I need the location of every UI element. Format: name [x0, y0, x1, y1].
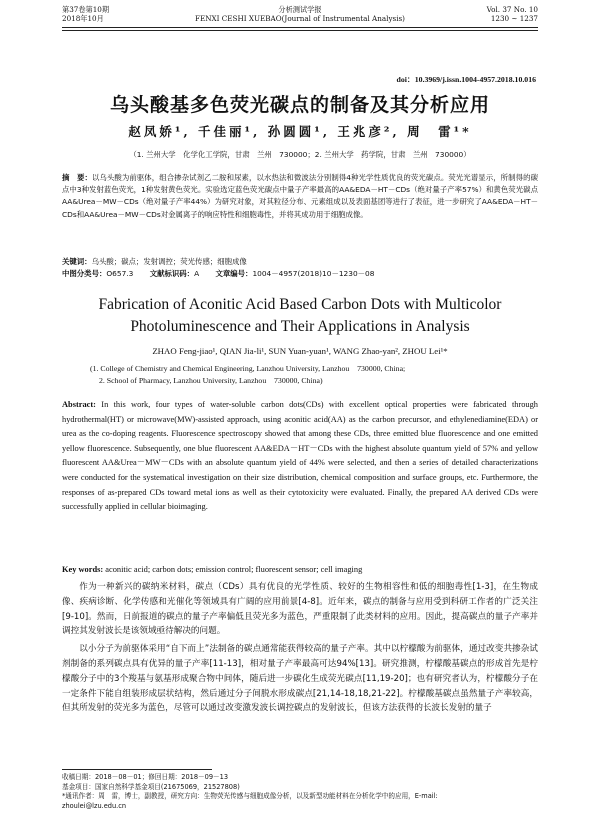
abstract-cn-text: 以乌头酸为前驱体，组合掺杂试剂乙二胺和尿素，以水热法和微波法分别制得4种光学性质优良的荧光碳点。荧光光谱显示，所制得的碳点中3种发射蓝色荧光，1种发射黄色荧光。实验选定蓝色荧光碳点中量子产率最高的AA&EDA－HT－CDs（绝对量子产率57%）和黄色荧光碳点AA&Urea－MW－CDs（绝对量子产率44%）为研究对象，对其粒径分布、元素组成以及表面基团等进行了表征，进一步研究了AA&EDA－HT－CDs和AA&Urea－MW－CDs对金属离子的响应特性和细胞毒性，并将其成功用于细胞成像。: [62, 173, 538, 219]
clc-value: O657.3: [106, 269, 134, 278]
header-rule-bottom: [62, 30, 538, 31]
body-paragraph: 作为一种新兴的碳纳米材料，碳点（CDs）具有优良的光学性质、较好的生物相容性和低的细胞毒性[1-3]，在生物成像、疾病诊断、化学传感和光催化等领域具有广阔的应用前景[4-8]。近年来，碳点的制备与应用受到科研工作者的广泛关注[9-10]。然而，日前报道的碳点的量子产率偏低且荧光多为蓝色，严重限制了此类材料的应用。因此，提高碳点的量子产率并调控其发射波长是该领域亟待解决的问题。: [62, 582, 538, 637]
header-journal: [62, 5, 538, 23]
authors-cn: 赵凤娇¹, 千佳丽¹, 孙圆圆¹, 王兆彦², 周 雷¹*: [128, 124, 472, 139]
doi: doi：10.3969/j.issn.1004-4957.2018.10.016: [396, 75, 536, 84]
affiliation-en-2: 2. School of Pharmacy, Lanzhou University, Lanzhou 730000, China): [99, 376, 323, 385]
document-code: [150, 269, 199, 278]
footnote-corresponding: *通讯作者：周 雷，博士，副教授，研究方向：生物荧光传感与细胞成像分析，以及新型功能材料在分析化学中的应用，E-mail:: [62, 792, 438, 801]
classification-cn: [62, 268, 538, 279]
article-value: 1004－4957(2018)10－1230－08: [252, 269, 375, 278]
keywords-en: [62, 565, 538, 574]
body-text: [62, 580, 538, 719]
header-rule-top: [62, 27, 538, 28]
abstract-cn-label: 摘 要：: [62, 173, 92, 182]
article-number: [215, 269, 374, 278]
keywords-en-label: Key words:: [62, 565, 104, 574]
footnote-dates: 收稿日期：2018－08－01；修回日期：2018－09－13: [62, 773, 229, 781]
header-journal-cn: 分析测试学报: [278, 5, 322, 14]
doc-value: A: [194, 269, 200, 278]
keywords-cn: [62, 256, 538, 267]
affiliation-cn: （1. 兰州大学 化学化工学院，甘肃 兰州 730000；2. 兰州大学 药学院，甘肃 兰州 730000）: [129, 150, 471, 159]
body-paragraph: 以小分子为前驱体采用“自下而上”法制备的碳点通常能获得较高的量子产率。其中以柠檬酸为前驱体，通过改变共掺杂试剂制备的系列碳点具有优异的量子产率[11-13]，相对量子产率最高可达94%[13]。研究推测，柠檬酸基碳点的形成首先是柠檬酸分子中的3个羧基与氨基形成聚合物中间体，随后进一步碳化生成荧光碳点[11,19-20]；也有研究者认为，柠檬酸分子在一定条件下能自组装形成层状结构，然后通过分子间脱水形成碳点[21,14-18,18,21-22]。柠檬酸基碳点虽然量子产率较高，但其所发射的荧光多为蓝色，尽管可以通过改变激发波长调控碳点的发射波长，但该方法获得的长波长发射的量子: [62, 644, 538, 714]
abstract-en: [62, 398, 538, 515]
keywords-cn-text: 乌头酸；碳点；发射调控；荧光传感；细胞成像: [91, 257, 247, 266]
affiliation-en: [90, 363, 538, 387]
header-page-range: 1230 ~ 1237: [490, 14, 538, 23]
footnote-rule: [62, 769, 212, 770]
keywords-en-text: aconitic acid; carbon dots; emission control; fluorescent sensor; cell imaging: [103, 565, 363, 574]
header-pages: [487, 5, 538, 23]
abstract-en-text: In this work, four types of water-soluble carbon dots(CDs) with excellent optical properties were fabricated through hydrothermal(HT) or microwave(MW)-assisted approach, using aconitic acid(AA) as the carbon precursor, and ethylenediamine(EDA) or urea as the co-doping reagents. Fluorescence spectroscopy showed that among these CDs, three emitted blue fluorescence and one emitted yellow fluorescence. Subsequently, one blue fluorescent AA&EDA－HT－CDs with the highest absolute quantum yield of 57% and yellow fluorescent AA&Urea－MW－CDs with an absolute quantum yield of 44% were selected, and then a series of detailed characterizations were conducted for the systematical investigation on their size distribution, chemical composition and surface groups, etc. Furthermore, the responses of as-prepared CDs toward metal ions as well as their cytotoxicity were evaluated. Finally, the prepared AA derived CDs were successfully applied in cellular bioimaging.: [62, 400, 538, 512]
keywords-cn-label: 关键词：: [62, 257, 92, 266]
header-volume-en: Vol. 37 No. 10: [486, 5, 538, 14]
article-label: 文章编号：: [215, 269, 253, 278]
authors-en: ZHAO Feng-jiao¹, QIAN Jia-li¹, SUN Yuan-yuan¹, WANG Zhao-yan², ZHOU Lei¹*: [152, 346, 448, 356]
footnotes: [62, 773, 538, 811]
header-journal-en: FENXI CESHI XUEBAO(Journal of Instrumental Analysis): [195, 14, 405, 23]
doc-label: 文献标识码：: [149, 269, 195, 278]
footnote-funding: 基金项目：国家自然科学基金项目(21675069，21527808): [62, 782, 240, 791]
abstract-en-label: Abstract:: [62, 400, 96, 409]
title-cn: 乌头酸基多色荧光碳点的制备及其分析应用: [109, 94, 490, 116]
clc-number: [62, 269, 133, 278]
abstract-cn: [62, 172, 538, 221]
footnote-email: zhoulei@lzu.edu.cn: [62, 801, 127, 810]
title-en: Fabrication of Aconitic Acid Based Carbon Dots with Multicolor Photoluminescence and Their Applications in Analysis: [98, 296, 502, 335]
header-date: 2018年10月: [62, 14, 104, 23]
clc-label: 中图分类号：: [62, 269, 107, 278]
header-volume: 第37卷第10期: [62, 5, 110, 14]
affiliation-en-1: (1. College of Chemistry and Chemical Engineering, Lanzhou University, Lanzhou 730000, China;: [90, 364, 406, 373]
